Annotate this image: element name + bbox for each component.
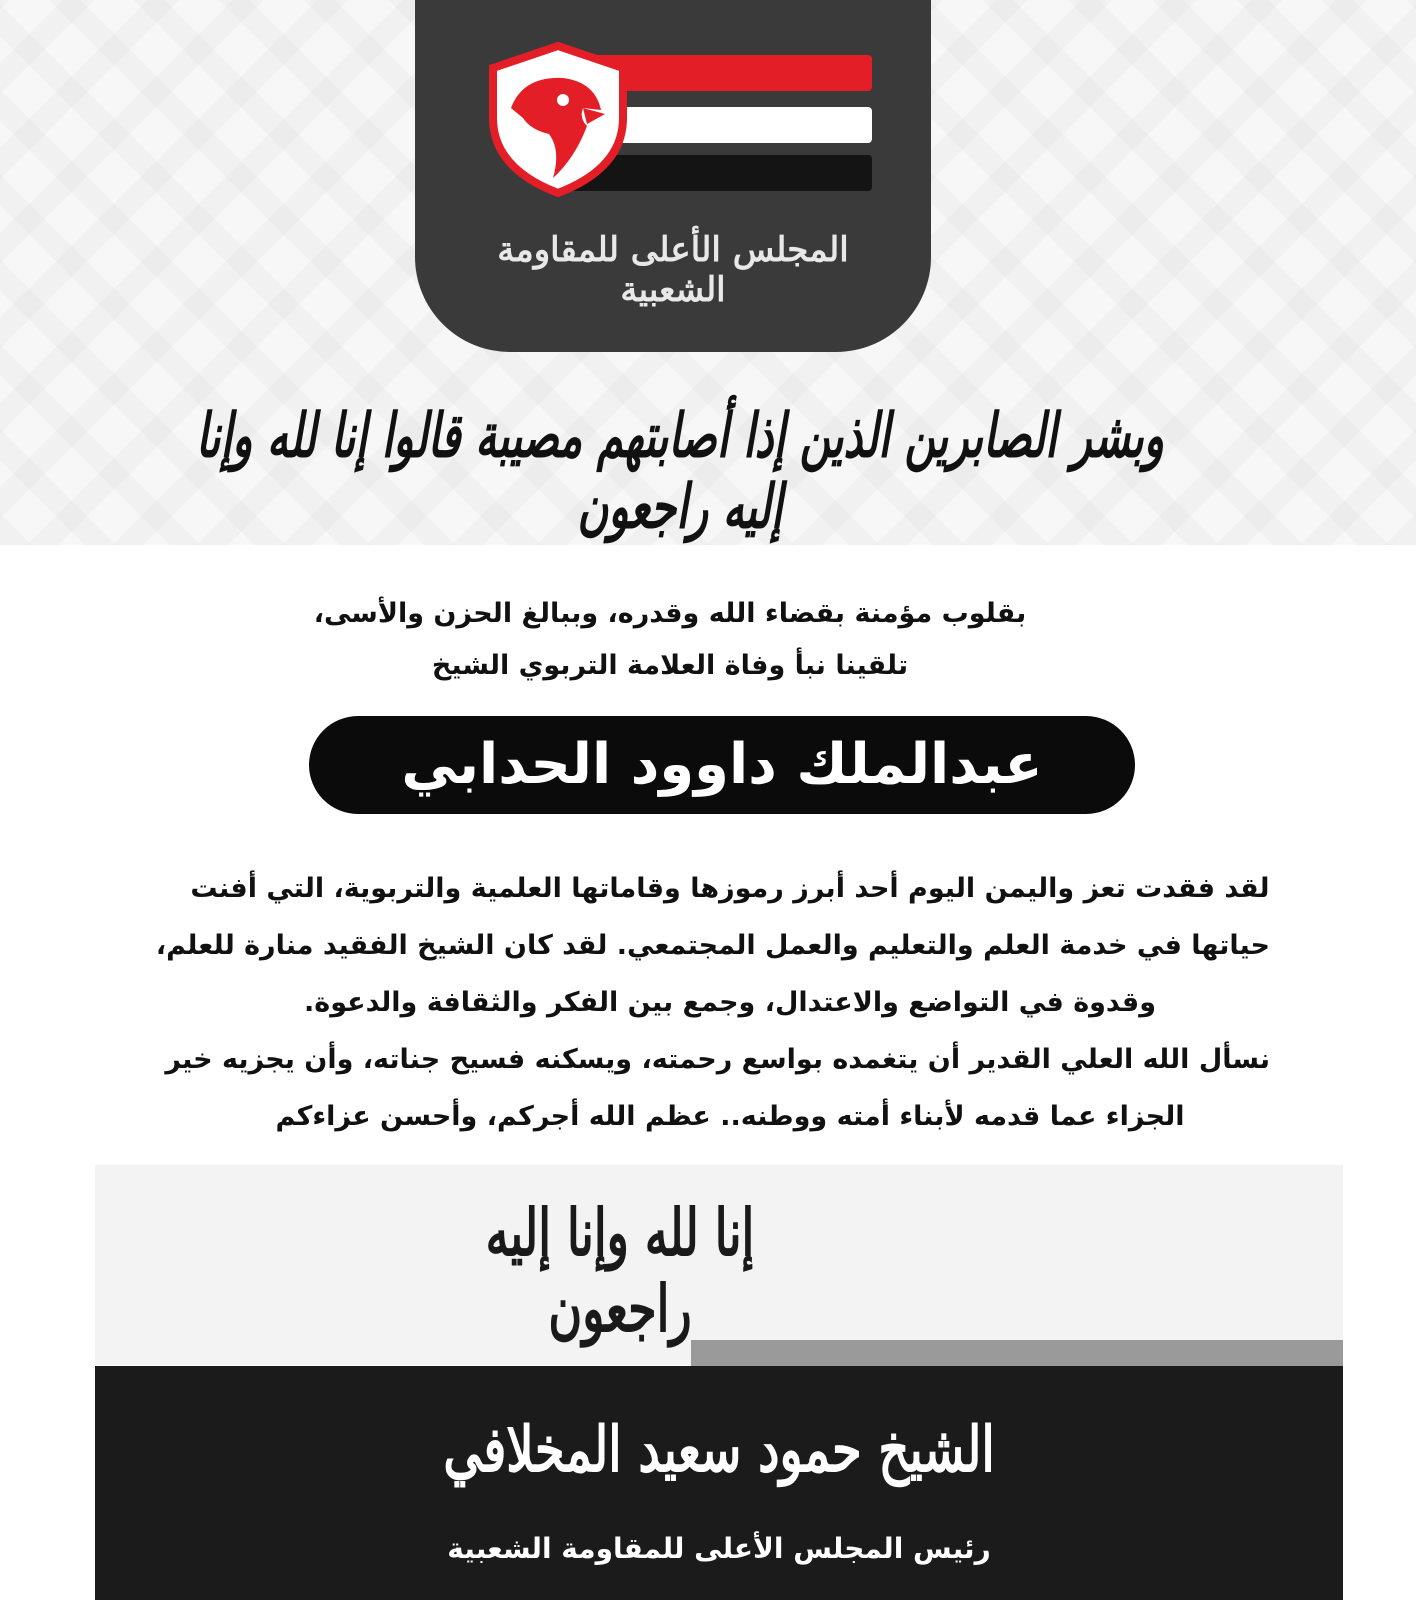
body-line-2: حياتها في خدمة العلم والتعليم والعمل المجتمعي. لقد كان الشيخ الفقيد منارة للعلم، xyxy=(155,930,1270,961)
body-line-5: الجزاء عما قدمه لأبناء أمته ووطنه.. عظم الله أجركم، وأحسن عزاءكم xyxy=(275,1101,1185,1132)
body-line-1: لقد فقدت تعز واليمن اليوم أحد أبرز رموزها وقاماتها العلمية والتربوية، التي أفنت xyxy=(190,873,1270,904)
intro-line-1: بقلوب مؤمنة بقضاء الله وقدره، وببالغ الحزن والأسى، xyxy=(313,598,1027,629)
deceased-name-banner xyxy=(309,716,1135,814)
body-line-3: وقدوة في التواضع والاعتدال، وجمع بين الفكر والثقافة والدعوة. xyxy=(304,987,1156,1018)
logo-caption: المجلس الأعلى للمقاومة الشعبية xyxy=(497,230,849,310)
deceased-name: عبدالملك داوود الحدابي xyxy=(401,732,1043,797)
quran-verse-calligraphy: وبشر الصابرين الذين إذا أصابتهم مصيبة قالوا إنا لله وإنا إليه راجعون xyxy=(195,400,1165,543)
eagle-shield-icon xyxy=(483,38,633,198)
signer-title: رئيس المجلس الأعلى للمقاومة الشعبية xyxy=(447,1532,991,1565)
body-line-4: نسأل الله العلي القدير أن يتغمده بواسع رحمته، ويسكنه فسيح جناته، وأن يجزيه خير xyxy=(165,1044,1270,1075)
closing-calligraphy: إنا لله وإنا إليه راجعون xyxy=(485,1195,755,1347)
signature-footer xyxy=(95,1366,1343,1600)
condolence-body xyxy=(155,860,1270,1145)
signature-calligraphy: الشيخ حمود سعيد المخلافي xyxy=(443,1414,995,1487)
intro-line-2: تلقينا نبأ وفاة العلامة التربوي الشيخ xyxy=(431,650,909,681)
